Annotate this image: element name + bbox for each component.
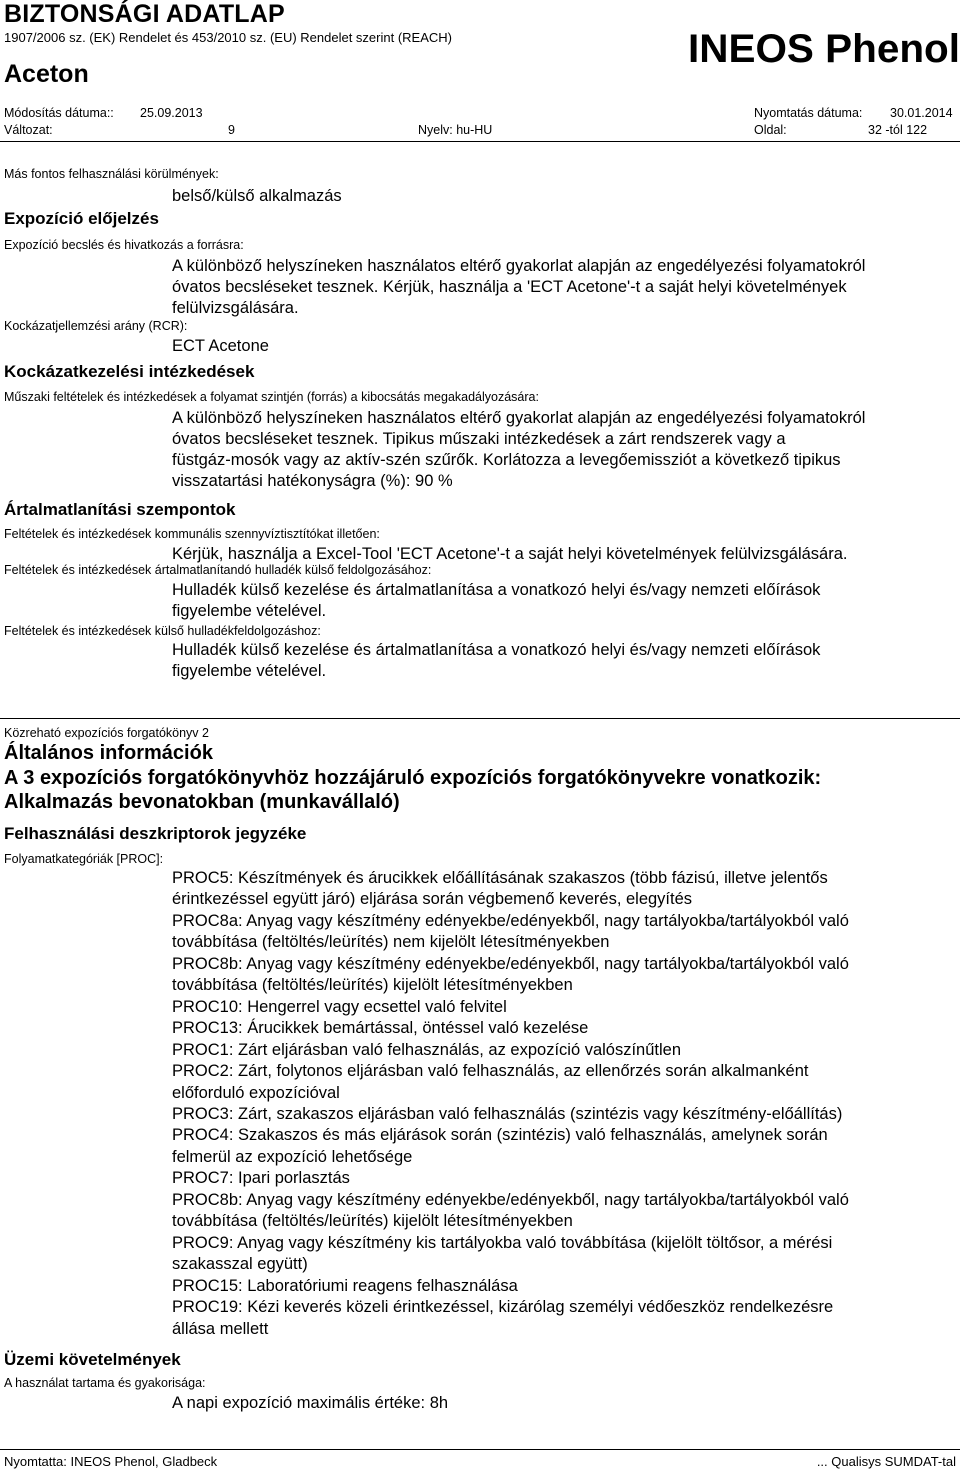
external-waste-label: Feltételek és intézkedések külső hulladékfeldolgozáshoz: [4, 624, 321, 638]
page-label: Oldal: [754, 123, 787, 137]
regulation-reference: 1907/2006 sz. (EK) Rendelet és 453/2010 sz. (EU) Rendelet szerint (REACH) [4, 30, 452, 45]
list-item: PROC1: Zárt eljárásban való felhasználás, az expozíció valószínűtlen [172, 1040, 682, 1059]
duration-value: A napi expozíció maximális értéke: 8h [172, 1394, 449, 1412]
rcr-label: Kockázatjellemzési arány (RCR): [4, 319, 188, 333]
other-conditions-value: belső/külső alkalmazás [172, 187, 342, 205]
list-item: PROC7: Ipari porlasztás [172, 1169, 350, 1188]
scenario-label: Közreható expozíciós forgatókönyv 2 [4, 726, 209, 740]
rcr-value: ECT Acetone [172, 337, 269, 355]
list-item: előforduló expozícióval [172, 1083, 340, 1102]
version-label: Változat: [4, 123, 53, 137]
sewage-label: Feltételek és intézkedések kommunális szennyvíztisztítókat illetően: [4, 527, 380, 541]
list-item: felmerül az expozíció lehetősége [172, 1147, 413, 1166]
language: Nyelv: hu-HU [418, 123, 493, 137]
print-date: 30.01.2014 [890, 106, 953, 120]
list-item: PROC5: Készítmények és árucikkek előállításának szakaszos (több fázisú, illetve jelentős [172, 869, 828, 887]
exposure-estimation-text: A különböző helyszíneken használatos eltérő gyakorlat alapján az engedélyezési folyamatokról óvatos becsléseket tesznek. Kérjük, használja a 'ECT Acetone'-t a saját helyi követelmények felülvizsgálására. [172, 257, 866, 317]
list-item: PROC15: Laboratóriumi reagens felhasználása [172, 1276, 518, 1295]
footer-divider [0, 1449, 960, 1450]
scenario-title-line1: A 3 expozíciós forgatókönyvhöz hozzájáruló expozíciós forgatókönyvekre vonatkozik: [4, 767, 822, 789]
list-item: PROC13: Árucikkek bemártással, öntéssel való kezelése [172, 1019, 589, 1038]
list-item: PROC10: Hengerrel vagy ecsettel való felvitel [172, 997, 507, 1016]
duration-label: A használat tartama és gyakorisága: [4, 1376, 206, 1390]
product-name: Aceton [4, 60, 89, 88]
general-info-heading: Általános információk [4, 742, 213, 764]
software-credit: ... Qualisys SUMDAT-tal [816, 1454, 956, 1469]
list-item: továbbítása (feltöltés/leürítés) kijelölt létesítményekben [172, 1212, 573, 1231]
svg-text:INEOS Phenol: INEOS Phenol [688, 27, 960, 70]
sewage-value: Kérjük, használja a Excel-Tool 'ECT Acetone'-t a saját helyi követelmények felülvizsgálására. [172, 545, 848, 563]
list-item: PROC8a: Anyag vagy készítmény edényekbe/edényekből, nagy tartályokba/tartályokból való [172, 911, 849, 930]
risk-management-heading: Kockázatkezelési intézkedések [4, 362, 255, 381]
external-disposal-text: Hulladék külső kezelése és ártalmatlanítása a vonatkozó helyi és/vagy nemzeti előírások figyelembe vételével. [172, 581, 821, 620]
proc-list [172, 868, 849, 1340]
list-item: PROC3: Zárt, szakaszos eljárásban való felhasználás (szintézis vagy készítmény-előállítás) [172, 1104, 843, 1123]
exposure-estimation-label: Expozíció becslés és hivatkozás a forrásra: [4, 238, 244, 252]
list-item: továbbítása (feltöltés/leürítés) nem kijelölt létesítményekben [172, 933, 610, 952]
header-divider [0, 141, 960, 142]
list-item: PROC2: Zárt, folytonos eljárásban való felhasználás, az ellenőrzés során alkalmanként [172, 1062, 809, 1081]
list-item: szakasszal együtt) [172, 1255, 308, 1274]
ineos-phenol-logo [688, 26, 960, 70]
other-conditions-label: Más fontos felhasználási körülmények: [4, 167, 219, 181]
exposure-heading: Expozíció előjelzés [4, 209, 159, 228]
technical-measures-text: A különböző helyszíneken használatos eltérő gyakorlat alapján az engedélyezési folyamatokról óvatos becsléseket tesznek. Tipikus műszaki intézkedések a zárt rendszerek vagy a füstgáz-mosók vagy az aktív-szén szűrők. Korlátozza a levegőemissziót a következő tipikus visszatartási hatékonyságra (%): 90 % [172, 409, 866, 490]
section-divider [0, 718, 960, 719]
list-item: PROC9: Anyag vagy készítmény kis tartályokba való továbbítása (kijelölt töltősor, a mérési [172, 1233, 833, 1252]
page-value: 32 -tól 122 [868, 123, 928, 137]
version-value: 9 [228, 123, 235, 137]
descriptor-heading: Felhasználási deszkriptorok jegyzéke [4, 824, 307, 843]
revision-date-label: Módosítás dátuma:: [4, 106, 114, 120]
list-item: állása mellett [172, 1319, 269, 1338]
external-waste-text: Hulladék külső kezelése és ártalmatlanítása a vonatkozó helyi és/vagy nemzeti előírások figyelembe vételével. [172, 641, 821, 680]
proc-label: Folyamatkategóriák [PROC]: [4, 852, 164, 866]
scenario-title-line2: Alkalmazás bevonatokban (munkavállaló) [4, 791, 400, 813]
printed-by: Nyomtatta: INEOS Phenol, Gladbeck [4, 1454, 218, 1469]
list-item: PROC8b: Anyag vagy készítmény edényekbe/edényekből, nagy tartályokba/tartályokból való [172, 1190, 849, 1209]
list-item: PROC4: Szakaszos és más eljárások során (szintézis) való felhasználás, amelynek során [172, 1126, 828, 1145]
operational-heading: Üzemi követelmények [4, 1350, 181, 1369]
list-item: PROC8b: Anyag vagy készítmény edényekbe/edényekből, nagy tartályokba/tartályokból való [172, 954, 849, 973]
list-item: PROC19: Kézi keverés közeli érintkezéssel, kizárólag személyi védőeszköz rendelkezésre [172, 1298, 834, 1317]
external-disposal-label: Feltételek és intézkedések ártalmatlanítandó hulladék külső feldolgozásához: [4, 563, 432, 577]
list-item: továbbítása (feltöltés/leürítés) kijelölt létesítményekben [172, 976, 573, 995]
disposal-heading: Ártalmatlanítási szempontok [4, 500, 236, 519]
technical-measures-label: Műszaki feltételek és intézkedések a folyamat szintjén (forrás) a kibocsátás megakadályozására: [4, 390, 539, 404]
list-item: érintkezéssel együtt járó) eljárása során végbemenő keverés, elegyítés [172, 890, 693, 909]
revision-date: 25.09.2013 [140, 106, 203, 120]
document-title: BIZTONSÁGI ADATLAP [4, 0, 285, 28]
print-date-label: Nyomtatás dátuma: [754, 106, 863, 120]
